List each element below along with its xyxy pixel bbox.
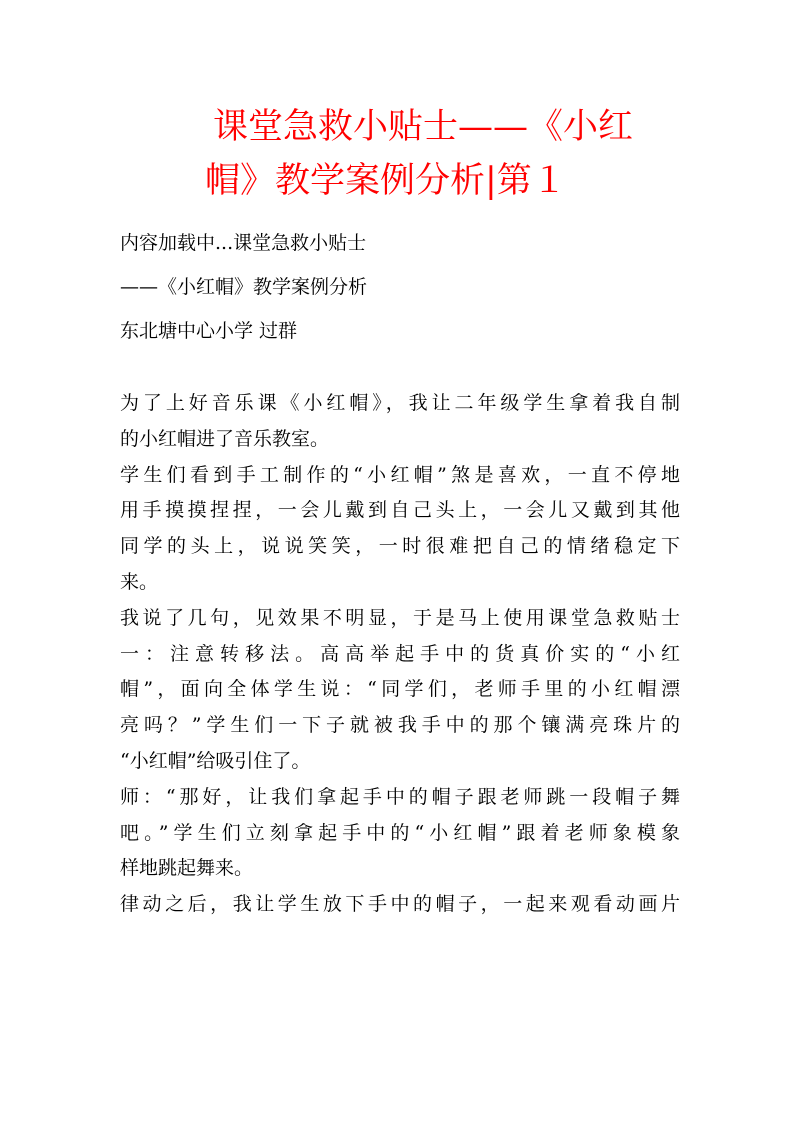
body-line: 我说了几句，见效果不明显，于是马上使用课堂急救贴士 (120, 606, 680, 629)
body-line: 的小红帽进了音乐教室。 (120, 427, 330, 450)
body-line: 为了上好音乐课《小红帽》，我让二年级学生拿着我自制 (120, 392, 680, 414)
body-line: 律动之后，我让学生放下手中的帽子，一起来观看动画片 (120, 893, 680, 916)
body-line: 来。 (120, 570, 159, 593)
meta-line: 内容加载中...课堂急救小贴士 (120, 232, 367, 254)
body-line: 样地跳起舞来。 (120, 857, 254, 880)
body-line: 亮吗？”学生们一下子就被我手中的那个镶满亮珠片的 (120, 714, 680, 737)
document-body (120, 386, 680, 923)
body-line: 帽”，面向全体学生说：“同学们，老师手里的小红帽漂 (120, 678, 680, 701)
body-line: 师：“那好，让我们拿起手中的帽子跟老师跳一段帽子舞 (120, 785, 680, 808)
document-title (205, 100, 675, 208)
author-line: 东北塘中心小学 过群 (120, 320, 298, 342)
title-line: 课堂急救小贴士——《小红 (213, 107, 634, 147)
body-line: 吧。”学生们立刻拿起手中的“小红帽”跟着老师象模象 (120, 821, 680, 844)
body-line: 一：注意转移法。高高举起手中的货真价实的“小红 (120, 642, 680, 665)
meta-line: ——《小红帽》教学案例分析 (120, 276, 368, 298)
body-line: “小红帽”给吸引住了。 (120, 749, 311, 772)
body-line: 同学的头上，说说笑笑，一时很难把自己的情绪稳定下 (120, 535, 680, 558)
title-line: 帽》教学案例分析|第１ (205, 161, 567, 201)
body-line: 学生们看到手工制作的“小红帽”煞是喜欢，一直不停地 (120, 463, 680, 486)
body-line: 用手摸摸捏捏，一会儿戴到自己头上，一会儿又戴到其他 (120, 499, 680, 522)
document-meta (120, 221, 680, 353)
